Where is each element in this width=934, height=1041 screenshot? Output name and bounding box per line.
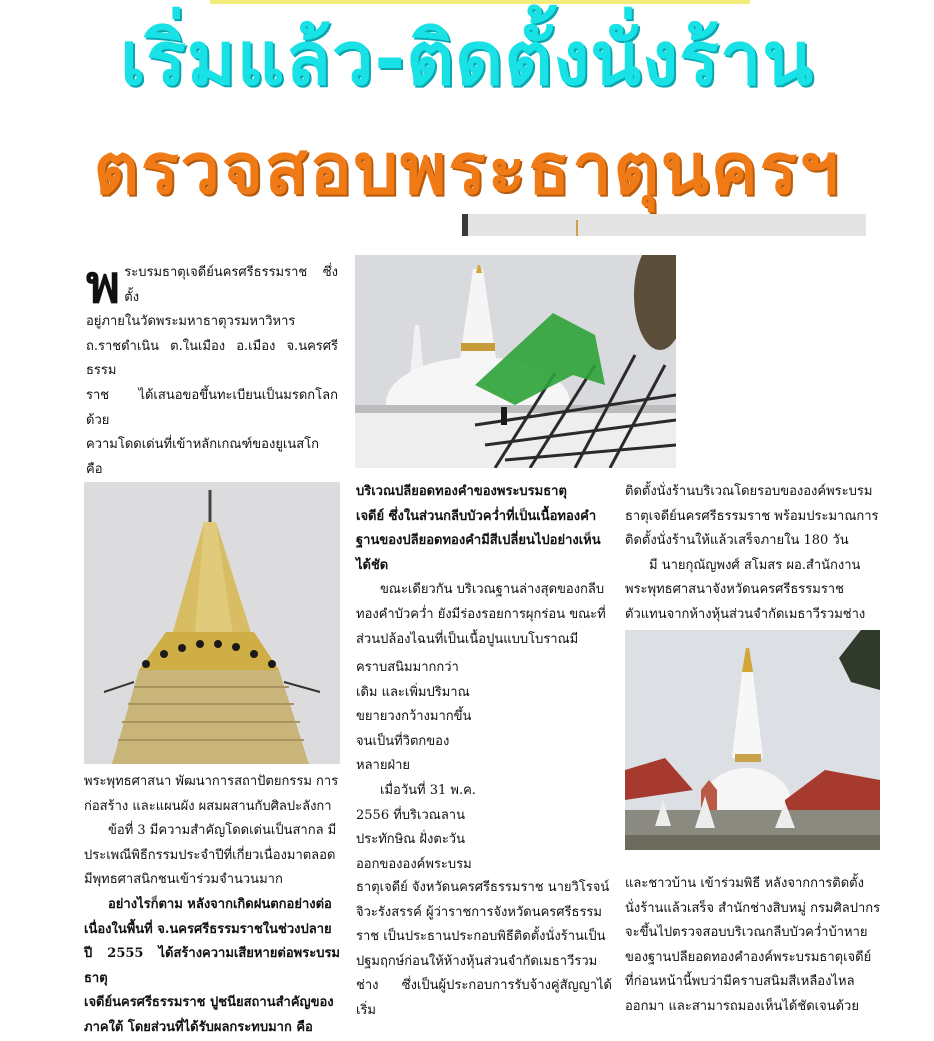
text-line: ประทักษิณ ฝั่งตะวัน [356, 832, 465, 848]
text-line: ความโดดเด่นที่เข้าหลักเกณฑ์ของยูเนสโก คือ [86, 437, 320, 477]
text-line: พระพุทธศาสนา พัฒนาการสถาปัตยกรรม การ [84, 774, 339, 789]
dropcap-letter: พ [86, 254, 121, 315]
text-line: ฐานของปลียอดทองคำมีสีเปลี่ยนไปอย่างเห็น [356, 533, 601, 549]
text-line: ออกมา และสามารถมองเห็นได้ชัดเจนด้วย [625, 998, 859, 1014]
photo-stupa-scaffolding [355, 255, 676, 468]
text-line: 2556 ที่บริเวณลาน [356, 807, 465, 823]
text-line: บริเวณปลียอดทองคำของพระบรมธาตุ [356, 484, 567, 499]
text-line: ตัวแทนจากห้างหุ้นส่วนจำกัดเมธาวีรวมช่าง [625, 606, 866, 622]
text-line: จะขึ้นไปตรวจสอบบริเวณกลีบบัวคว่ำบ้าหาย [625, 925, 868, 941]
text-line: ภาคใต้ โดยส่วนที่ได้รับผลกระทบมาก คือ [84, 1019, 313, 1035]
text-line: ได้ชัด [356, 557, 389, 573]
text-line: เจดีย์นครศรีธรรมราช ปูชนียสถานสำคัญของ [84, 995, 334, 1011]
photo-golden-spire [84, 482, 340, 764]
text-line: จิวะรังสรรค์ ผู้ว่าราชการจังหวัดนครศรีธรรม [356, 904, 602, 920]
text-line: ขณะเดียวกัน บริเวณฐานล่างสุดของกลีบ [380, 582, 605, 598]
text-line: เดิม และเพิ่มปริมาณ [356, 684, 470, 700]
text-line: ขยายวงกว้างมากขึ้น [356, 709, 472, 725]
text-line: และชาวบ้าน เข้าร่วมพิธี หลังจากการติดตั้ง [625, 876, 864, 891]
text-line: ปฐมฤกษ์ก่อนให้ห้างหุ้นส่วนจำกัดเมธาวีรวม [356, 953, 598, 969]
text-line: จนเป็นที่วิตกของ [356, 733, 450, 749]
text-line: หลายฝ่าย [356, 758, 410, 774]
headline-line-2: ตรวจสอบพระธาตุนครฯ [93, 128, 841, 210]
column-2-middle-text [356, 656, 506, 877]
text-line: ปี 2555 ได้สร้างความเสียหายต่อพระบรมธาตุ [84, 946, 340, 986]
text-line: ถ.ราชดำเนิน ต.ในเมือง อ.เมือง จ.นครศรีธรรม [86, 338, 338, 379]
text-line: มี นายกุณัญพงศ์ สโมสร ผอ.สำนักงาน [649, 557, 861, 573]
header-photo-strip [462, 214, 866, 236]
text-line: ทองคำบัวคว่ำ ยังมีร่องรอยการผุกร่อน ขณะที่ [356, 606, 606, 622]
top-accent-bar [210, 0, 750, 4]
text-line: นั่งร้านแล้วเสร็จ สำนักช่างสิบหมู่ กรมศิลปากร [625, 900, 881, 916]
text-line: ออกขององค์พระบรม [356, 856, 472, 872]
text-line: อย่างไรก็ตาม หลังจากเกิดฝนตกอย่างต่อ [108, 896, 332, 912]
text-line: ข้อที่ 3 มีความสำคัญโดดเด่นเป็นสากล มี [108, 823, 337, 839]
text-line: ประเพณีพิธีกรรมประจำปีที่เกี่ยวเนื่องมาตลอด [84, 847, 336, 863]
text-line: ส่วนปล้องไฉนที่เป็นเนื้อปูนแบบโบราณมี [356, 631, 579, 647]
text-line: ก่อสร้าง และแผนผัง ผสมผสานกับศิลปะลังกา [84, 798, 332, 814]
text-line: คราบสนิมมากกว่า [356, 660, 459, 675]
text-line: ธาตุเจดีย์นครศรีธรรมราช พร้อมประมาณการ [625, 508, 879, 524]
text-line: พระพุทธศาสนาจังหวัดนครศรีธรรมราช [625, 582, 844, 598]
photo-white-stupa-temple [625, 630, 880, 850]
text-line: ติดตั้งนั่งร้านบริเวณโดยรอบขององค์พระบรม [625, 484, 873, 499]
text-line: อยู่ภายในวัดพระมหาธาตุวรมหาวิหาร [86, 314, 296, 330]
column-2-top-text [356, 480, 612, 652]
column-3-bottom-text [625, 872, 881, 1020]
text-line: ติดตั้งนั่งร้านให้แล้วเสร็จภายใน 180 วัน [625, 533, 849, 549]
column-1-bottom-text [84, 770, 340, 1041]
text-line: ราช เป็นประธานประกอบพิธีติดตั้งนั่งร้านเป็น [356, 929, 606, 945]
text-line: ของฐานปลียอดทองคำองค์พระบรมธาตุเจดีย์ [625, 949, 872, 965]
column-3-top-text [625, 480, 881, 628]
column-2-bottom-text [356, 876, 612, 1024]
text-line: ที่ก่อนหน้านี้พบว่ามีคราบสนิมสีเหลืองไหล [625, 974, 855, 990]
text-line: ช่าง ซึ่งเป็นผู้ประกอบการรับจ้างคู่สัญญาได้เริ่ม [356, 978, 612, 1018]
text-line: เนื่องในพื้นที่ จ.นครศรีธรรมราชในช่วงปลาย [84, 921, 332, 937]
headline-line-1: เริ่มแล้ว-ติดตั้งนั่งร้าน [119, 16, 815, 102]
text-line: ธาตุเจดีย์ จังหวัดนครศรีธรรมราช นายวิโรจน์ [356, 880, 610, 895]
text-line: ระบรมธาตุเจดีย์นครศรีธรรมราช ซึ่งตั้ง [124, 265, 338, 305]
text-line: เมื่อวันที่ 31 พ.ค. [380, 782, 476, 798]
text-line: มีพุทธศาสนิกชนเข้าร่วมจำนวนมาก [84, 872, 283, 888]
text-line: เจดีย์ ซึ่งในส่วนกลีบบัวคว่ำที่เป็นเนื้อทองคำ [356, 508, 597, 524]
text-line: ราช ได้เสนอขอขึ้นทะเบียนเป็นมรดกโลก ด้วย [86, 387, 338, 428]
